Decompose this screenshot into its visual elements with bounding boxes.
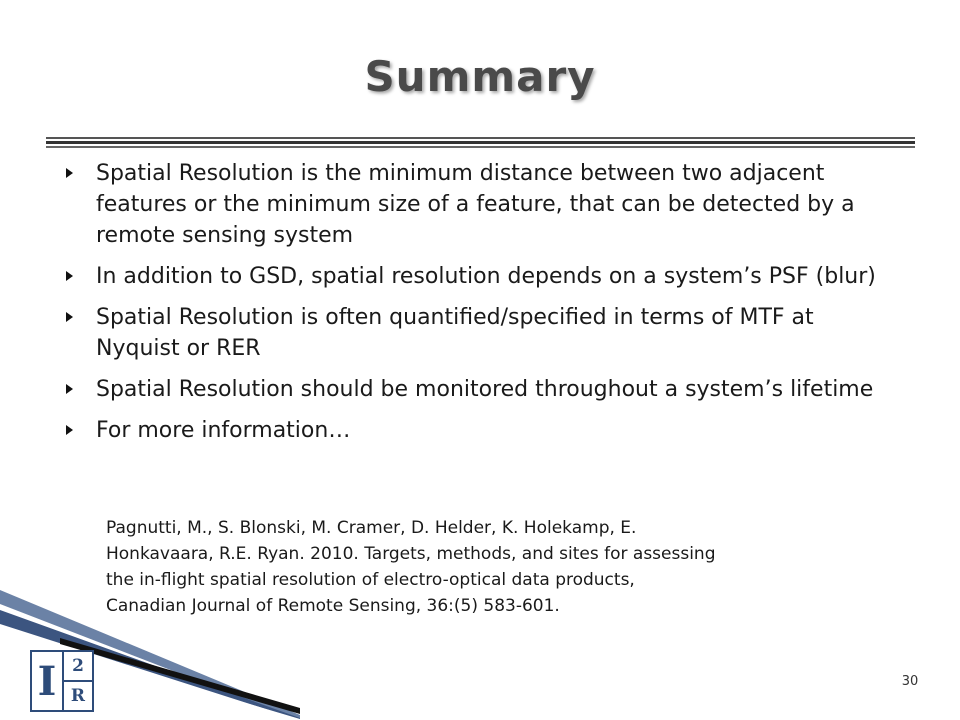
logo-letter-main: I [37, 657, 57, 705]
bullet-item [62, 261, 902, 292]
bullet-arrow-icon [66, 312, 73, 322]
bullet-text: Spatial Resolution is often quantified/specified in terms of MTF at Nyquist or RER [96, 305, 814, 361]
reference-line: Honkavaara, R.E. Ryan. 2010. Targets, methods, and sites for assessing [106, 544, 716, 564]
title-divider-line [46, 141, 915, 144]
bullet-item [62, 158, 902, 251]
logo-letter-bottom: R [70, 686, 86, 706]
reference-line: Canadian Journal of Remote Sensing, 36:(5) 583-601. [106, 596, 560, 616]
bullet-text: For more information… [96, 418, 351, 443]
bullet-text: In addition to GSD, spatial resolution depends on a system’s PSF (blur) [96, 264, 876, 289]
bullet-arrow-icon [66, 384, 73, 394]
title-divider-line [46, 137, 915, 139]
title-divider-line [46, 146, 915, 148]
bullet-text: Spatial Resolution is the minimum distance between two adjacent features or the minimum size of a feature, that can be detected by a remote sensing system [96, 161, 855, 248]
reference-line: Pagnutti, M., S. Blonski, M. Cramer, D. Helder, K. Holekamp, E. [106, 518, 637, 538]
bullet-arrow-icon [66, 425, 73, 435]
bullet-arrow-icon [66, 271, 73, 281]
logo-letter-top: 2 [72, 656, 84, 676]
bullet-arrow-icon [66, 168, 73, 178]
bullet-text: Spatial Resolution should be monitored throughout a system’s lifetime [96, 377, 874, 402]
bullet-item [62, 415, 902, 446]
slide-title: Summary [364, 52, 596, 101]
i2r-logo [30, 650, 94, 712]
page-number: 30 [901, 674, 919, 689]
bullet-item [62, 374, 902, 405]
bullet-item [62, 302, 902, 364]
reference-line: the in-flight spatial resolution of electro-optical data products, [106, 570, 635, 590]
bullet-list [62, 158, 902, 456]
